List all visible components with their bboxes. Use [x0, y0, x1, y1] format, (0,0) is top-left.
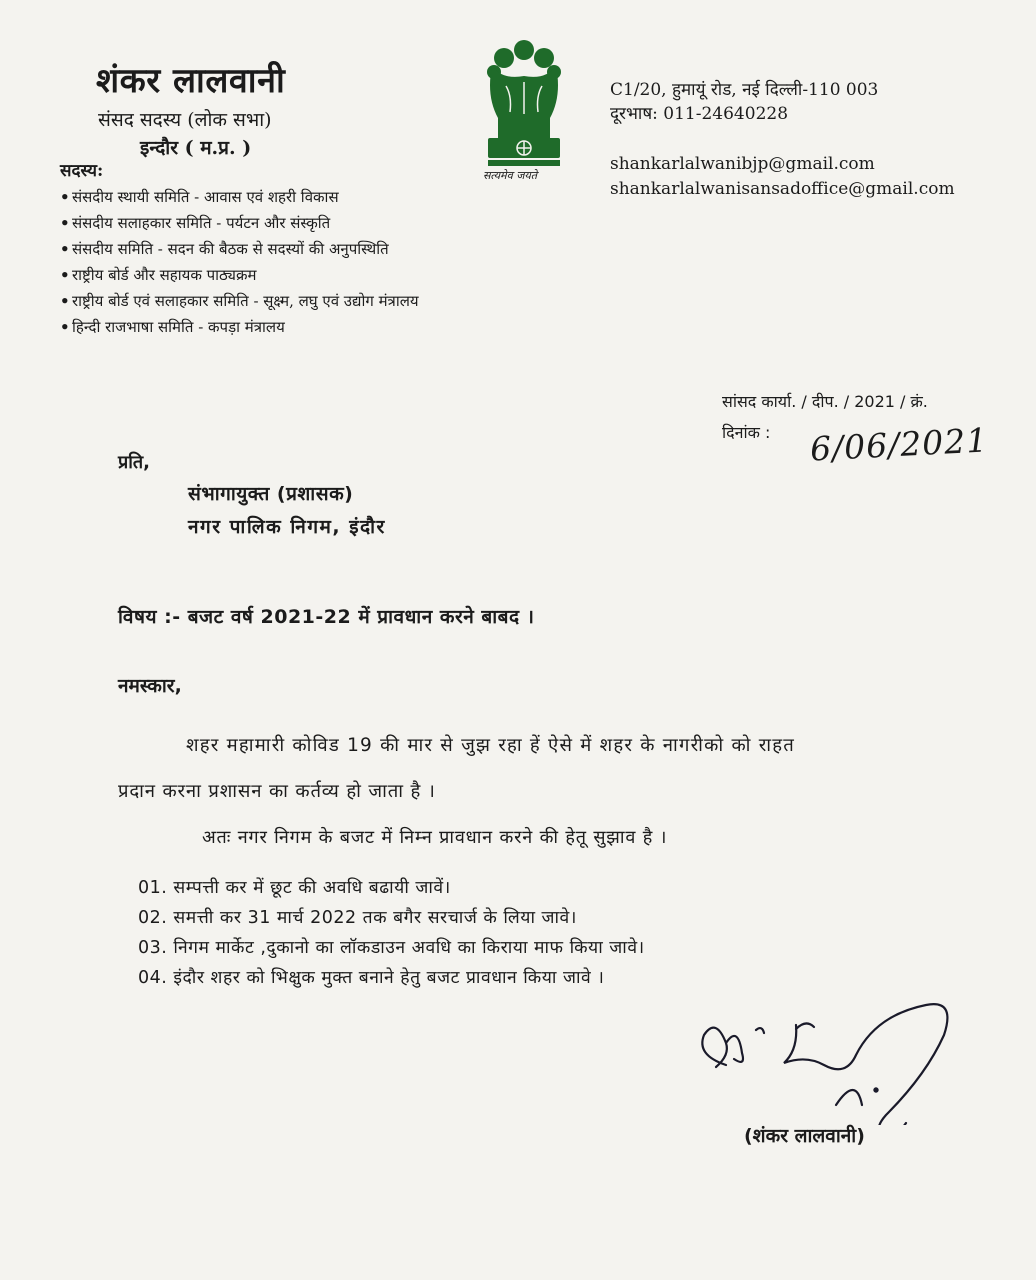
list-item: 02. समत्ती कर 31 मार्च 2022 तक बगैर सरचार्ज के लिया जावे। — [138, 908, 577, 928]
list-item: • संसदीय स्थायी समिति - आवास एवं शहरी विकास — [60, 188, 339, 206]
list-item: • संसदीय समिति - सदन की बैठक से सदस्यों की अनुपस्थिति — [60, 240, 389, 258]
signature — [686, 955, 966, 1125]
to-label: प्रति, — [118, 452, 151, 473]
list-item: • संसदीय सलाहकार समिति - पर्यटन और संस्कृति — [60, 214, 331, 232]
email-block — [610, 152, 955, 202]
emblem-motto: सत्यमेव जयते — [483, 169, 538, 182]
subject-line: विषय :- बजट वर्ष 2021-22 में प्रावधान करने बाबद । — [118, 606, 535, 628]
email-link[interactable]: shankarlalwanibjp@gmail.com — [610, 154, 875, 174]
reference-number: सांसद कार्या. / दीप. / 2021 / क्रं. — [722, 392, 928, 411]
list-item: • राष्ट्रीय बोर्ड एवं सलाहकार समिति - सूक्ष्म, लघु एवं उद्योग मंत्रालय — [60, 292, 419, 310]
members-label: सदस्य: — [60, 161, 104, 181]
mp-role: संसद सदस्य (लोक सभा) — [98, 109, 272, 131]
list-item: • हिन्दी राजभाषा समिति - कपड़ा मंत्रालय — [60, 318, 285, 336]
date-value: 6/06/2021 — [809, 420, 990, 469]
mp-city: इन्दौर ( म.प्र. ) — [140, 137, 252, 159]
committee-list — [60, 184, 419, 340]
list-item: 03. निगम मार्केट ,दुकानो का लॉकडाउन अवधि का किराया माफ किया जावे। — [138, 938, 645, 958]
salutation: नमस्कार, — [118, 675, 182, 697]
list-item: 04. इंदौर शहर को भिक्षुक मुक्त बनाने हेतु बजट प्रावधान किया जावे । — [138, 968, 605, 988]
phone: दूरभाष: 011-24640228 — [610, 104, 789, 124]
signer-name: (शंकर लालवानी) — [744, 1125, 865, 1147]
recipient-line: संभागायुक्त (प्रशासक) — [188, 483, 354, 505]
address: C1/20, हुमायूं रोड, नई दिल्ली-110 003 — [610, 80, 879, 100]
address-block — [610, 78, 878, 126]
suggestion-list — [138, 873, 645, 993]
date-label: दिनांक : — [722, 423, 771, 442]
body-paragraph: शहर महामारी कोविड 19 की मार से जुझ रहा हें ऐसे में शहर के नागरीको को राहत — [186, 735, 796, 756]
list-item: • राष्ट्रीय बोर्ड और सहायक पाठ्यक्रम — [60, 266, 257, 284]
mp-name: शंकर लालवानी — [96, 61, 286, 101]
national-emblem-icon — [476, 36, 572, 184]
email-link[interactable]: shankarlalwanisansadoffice@gmail.com — [610, 179, 955, 199]
body-paragraph: प्रदान करना प्रशासन का कर्तव्य हो जाता है । — [118, 781, 436, 802]
list-item: 01. सम्पत्ती कर में छूट की अवधि बढायी जावें। — [138, 878, 451, 898]
body-paragraph: अतः नगर निगम के बजट में निम्न प्रावधान करने की हेतू सुझाव है । — [202, 827, 668, 848]
recipient-line: नगर पालिक निगम, इंदौर — [188, 516, 386, 538]
